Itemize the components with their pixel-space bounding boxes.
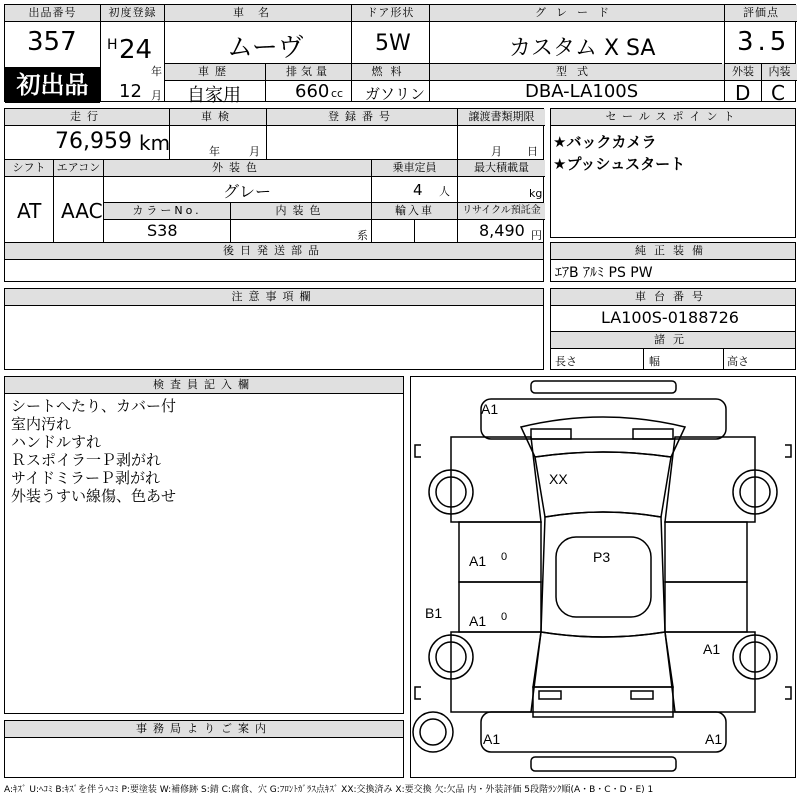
chassis-panel <box>550 288 796 370</box>
mileage-label: 走行 <box>5 109 169 126</box>
history-label: 車歴 <box>165 64 265 81</box>
mileage-unit: km <box>139 131 171 155</box>
transfer-day-unit: 日 <box>527 145 538 158</box>
damage-left-rear-quarter: B1 <box>425 605 443 621</box>
inspector-note: シートへたり、カバー付 <box>11 397 177 415</box>
air-conditioner: AAC <box>61 199 103 223</box>
door-type: 5W <box>375 31 411 56</box>
later-parts-label: 後日発送部品 <box>5 243 543 260</box>
exterior-grade: D <box>735 81 751 105</box>
displacement-label: 排気量 <box>266 64 351 81</box>
inspection-label: 車検 <box>170 109 266 126</box>
damage-left-front-door-o: 0 <box>501 551 508 563</box>
caution-panel <box>4 288 544 370</box>
registration-month: 12 <box>119 81 142 102</box>
damage-rear-left: A1 <box>483 731 501 747</box>
height-label: 高さ <box>727 355 749 368</box>
width-label: 幅 <box>649 355 660 368</box>
seats-unit: 人 <box>439 185 450 198</box>
damage-roof: P3 <box>593 549 611 565</box>
transfer-month-unit: 月 <box>491 145 502 158</box>
transfer-label: 譲渡書類期限 <box>458 109 545 126</box>
damage-right-rear-quarter: A1 <box>703 641 721 657</box>
color-number: S38 <box>147 221 178 240</box>
inspector-note: サイドミラーＰ剥がれ <box>11 469 160 487</box>
car-diagram <box>410 376 796 778</box>
recycle-fee: 8,490 <box>479 221 525 240</box>
seats-label: 乗車定員 <box>372 160 457 177</box>
damage-left-rear-door-o: 0 <box>501 611 508 623</box>
seats: 4 <box>413 181 423 199</box>
damage-rear-right: A1 <box>705 731 723 747</box>
lot-number: 357 <box>27 27 77 57</box>
grade-label: グレード <box>430 5 724 22</box>
specs-panel <box>4 108 544 282</box>
fuel-label: 燃料 <box>352 64 429 81</box>
recycle-unit: 円 <box>531 229 542 242</box>
score-label: 評価点 <box>725 5 797 22</box>
equipment-panel <box>550 242 796 282</box>
model-label: 型式 <box>430 64 724 81</box>
ac-label: エアコン <box>54 160 103 177</box>
car-history: 自家用 <box>187 85 241 106</box>
chassis-label: 車台番号 <box>551 289 795 306</box>
inspector-panel <box>4 376 404 714</box>
sales-point-2: ★プッシュスタート <box>553 155 686 173</box>
chassis-number: LA100S-0188726 <box>601 308 739 327</box>
inspection-month-unit: 月 <box>249 145 260 158</box>
sales-points-label: セールスポイント <box>551 109 795 126</box>
int-color-unit: 系 <box>357 229 368 242</box>
displacement: 660 <box>295 81 330 102</box>
shift-label: シフト <box>5 160 53 177</box>
inspection-year-unit: 年 <box>209 145 220 158</box>
equipment-label: 純正装備 <box>551 243 795 260</box>
lot-no-label: 出品番号 <box>5 5 100 22</box>
era-prefix: H <box>107 37 118 53</box>
office-panel <box>4 720 404 778</box>
header-panel <box>4 4 796 106</box>
dims-label: 諸元 <box>551 331 795 349</box>
length-label: 長さ <box>555 355 577 368</box>
grade: カスタム X SA <box>509 36 656 61</box>
damage-left-rear-door: A1 <box>469 613 487 629</box>
interior-label: 内装 <box>762 64 797 81</box>
damage-hood: XX <box>549 471 568 487</box>
mileage: 76,959 <box>55 129 132 154</box>
inspector-note: 外装うすい線傷、色あせ <box>11 487 177 505</box>
color-no-label: カラーNo. <box>104 203 230 220</box>
caution-label: 注意事項欄 <box>5 289 543 306</box>
legend: A:ｷｽﾞ U:ﾍｺﾐ B:ｷｽﾞを伴うﾍｺﾐ P:要塗装 W:補修跡 S:錆 C:腐食、穴 G:ﾌﾛﾝﾄｶﾞﾗｽ点ｷｽﾞ XX:交換済み X:要交換 欠:欠品 内・外装評価 5段階ﾗﾝｸ順(A・B・C・D・E) 1 <box>4 785 654 795</box>
interior-grade: C <box>771 81 785 105</box>
recycle-label: リサイクル預託金 <box>458 203 545 220</box>
damage-left-front-door: A1 <box>469 553 487 569</box>
import-label: 輸入車 <box>372 203 457 220</box>
displacement-unit: cc <box>331 87 344 100</box>
first-time-badge: 初出品 <box>5 67 100 103</box>
int-color-label: 内装色 <box>231 203 371 220</box>
color-label: 外装色 <box>104 160 371 177</box>
exterior-color: グレー <box>223 182 272 201</box>
car-name-label: 車名 <box>165 5 351 22</box>
door-label: ドア形状 <box>352 5 429 22</box>
registration-year: 24 <box>119 35 153 65</box>
year-unit: 年 <box>151 65 162 78</box>
office-label: 事務局よりご案内 <box>5 721 403 738</box>
inspector-note: Ｒスポイラ一Ｐ剥がれ <box>11 451 162 469</box>
model-code: DBA-LA100S <box>525 81 639 102</box>
reg-no-label: 登録番号 <box>267 109 457 126</box>
inspector-note: 室内汚れ <box>11 415 72 433</box>
inspector-label: 検査員記入欄 <box>5 377 403 394</box>
inspector-note: ハンドルすれ <box>11 433 102 451</box>
equipment-list: ｴｱB ｱﾙﾐ PS PW <box>555 265 653 281</box>
exterior-label: 外装 <box>725 64 761 81</box>
load-unit: kg <box>529 187 543 200</box>
sales-point-1: ★バックカメラ <box>553 133 657 151</box>
car-name: ムーヴ <box>227 33 304 63</box>
load-label: 最大積載量 <box>458 160 545 177</box>
car-diagram-drawing <box>411 377 795 777</box>
sales-points-panel <box>550 108 796 238</box>
month-unit: 月 <box>151 89 162 102</box>
first-reg-label: 初度登録 <box>101 5 164 22</box>
shift: AT <box>17 199 42 223</box>
overall-score: 3.5 <box>737 27 791 57</box>
damage-front-left: A1 <box>481 401 499 417</box>
fuel-type: ガソリン <box>365 85 426 103</box>
